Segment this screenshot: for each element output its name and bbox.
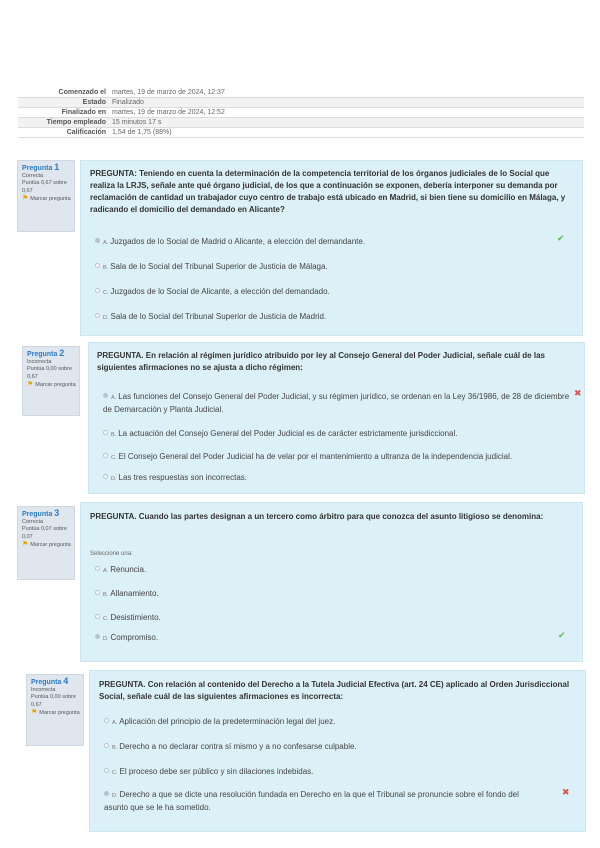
question-info-2: [22, 346, 80, 416]
answer-option[interactable]: A. Renuncia.: [95, 564, 146, 577]
question-state: Incorrecta: [31, 686, 56, 693]
answer-option[interactable]: B. Sala de lo Social del Tribunal Superior de Justicia de Málaga.: [95, 261, 328, 274]
radio-button[interactable]: [104, 743, 109, 748]
question-number: Pregunta 4: [31, 676, 69, 686]
flag-question-link[interactable]: ⚑ Marcar pregunta: [27, 381, 76, 388]
attempt-summary: [18, 88, 584, 138]
question-info-3: [17, 506, 75, 580]
summary-label: Estado: [18, 98, 109, 108]
radio-button[interactable]: [95, 313, 100, 318]
summary-label: Comenzado el: [58, 89, 106, 96]
incorrect-cross-icon: ✖: [562, 787, 570, 797]
radio-button[interactable]: [103, 393, 108, 398]
answer-option[interactable]: D. Las tres respuestas son incorrectas.: [103, 472, 247, 485]
answer-option[interactable]: B. Allanamiento.: [95, 588, 159, 601]
question-number: Pregunta 1: [22, 162, 60, 172]
radio-button[interactable]: [95, 566, 100, 571]
question-text: PREGUNTA. Cuando las partes designan a un tercero como árbitro para que conozca del asunto litigioso se denomina:: [90, 512, 544, 521]
radio-button[interactable]: [95, 238, 100, 243]
summary-row: [18, 88, 584, 98]
answer-option[interactable]: A. Las funciones del Consejo General del Poder Judicial, y su régimen jurídico, se ordenan en la Ley 36/1986, de 28 de diciembre de Demarcación y Planta Judicial.: [103, 392, 570, 414]
answer-option[interactable]: C. Juzgados de lo Social de Alicante, a elección del demandado.: [95, 286, 330, 299]
answer-option[interactable]: D. Compromiso.: [95, 632, 158, 645]
flag-icon: ⚑: [22, 195, 29, 202]
correct-check-icon: ✔: [557, 233, 565, 243]
summary-value: Finalizado: [109, 98, 584, 108]
radio-button[interactable]: [104, 768, 109, 773]
radio-button[interactable]: [104, 718, 109, 723]
summary-row: [18, 108, 584, 118]
radio-button[interactable]: [104, 791, 109, 796]
flag-question-link[interactable]: ⚑ Marcar pregunta: [22, 195, 71, 202]
summary-label: Calificación: [66, 129, 106, 136]
flag-icon: ⚑: [31, 709, 38, 716]
question-info-1: [17, 160, 75, 232]
summary-label: Finalizado en: [61, 109, 106, 116]
answer-option[interactable]: C. Desistimiento.: [95, 612, 161, 625]
question-state: Correcta: [22, 518, 44, 525]
radio-button[interactable]: [95, 590, 100, 595]
question-text: PREGUNTA. En relación al régimen jurídico atribuido por ley al Consejo General del Poder Judicial, señale cuál de las siguientes afirmaciones no se ajusta a dicho régimen:: [97, 351, 545, 372]
radio-button[interactable]: [103, 453, 108, 458]
summary-row: [18, 118, 584, 128]
flag-question-link[interactable]: ⚑ Marcar pregunta: [31, 709, 80, 716]
answer-option[interactable]: A. Aplicación del principio de la predeterminación legal del juez.: [104, 716, 335, 729]
select-one-prompt: Seleccione una:: [90, 551, 133, 557]
question-number: Pregunta 3: [22, 508, 60, 518]
radio-button[interactable]: [103, 430, 108, 435]
question-state: Correcta: [22, 172, 44, 179]
summary-row: [18, 128, 584, 138]
flag-icon: ⚑: [22, 541, 29, 548]
radio-button[interactable]: [103, 474, 108, 479]
question-score: Puntúa 0,07 sobre 0,07: [22, 526, 67, 540]
question-text: PREGUNTA. Con relación al contenido del Derecho a la Tutela Judicial Efectiva (art. 24 CE) aplicado al Orden Jurisdiccional Social, señale cuál de las siguientes afirmaciones es incorrecta:: [99, 680, 570, 701]
summary-value: martes, 19 de marzo de 2024, 12:37: [112, 89, 225, 96]
answer-option[interactable]: C. El proceso debe ser público y sin dilaciones indebidas.: [104, 766, 313, 779]
incorrect-cross-icon: ✖: [574, 388, 582, 398]
question-state: Incorrecta: [27, 358, 52, 365]
summary-value: martes, 19 de marzo de 2024, 12:52: [112, 109, 225, 116]
radio-button[interactable]: [95, 288, 100, 293]
answer-option[interactable]: D. Sala de lo Social del Tribunal Superior de Justicia de Madrid.: [95, 311, 326, 324]
answer-option[interactable]: D. Derecho a que se dicte una resolución fundada en Derecho en la que el Tribunal se pronuncie sobre el fondo del asunto que se le ha sometido.: [104, 790, 519, 812]
answer-option[interactable]: C. El Consejo General del Poder Judicial ha de velar por el mantenimiento a ultranza de la independencia judicial.: [103, 451, 512, 464]
radio-button[interactable]: [95, 614, 100, 619]
question-score: Puntúa 0,00 sobre 0,67: [31, 694, 76, 708]
question-number: Pregunta 2: [27, 348, 65, 358]
answer-option[interactable]: B. Derecho a no declarar contra sí mismo y a no confesarse culpable.: [104, 741, 357, 754]
question-info-4: [26, 674, 84, 746]
question-text: PREGUNTA: Teniendo en cuenta la determinación de la competencia territorial de los órganos judiciales de lo Social que realiza la LRJS, señale ante qué órgano judicial, de los que a continuación se exponen, debería interponer su demanda por reclamación de cantidad un trabajador cuyo centro de trabajo está ubicado en Madrid, si bien tiene su domicilio en Málaga, y radicando el domicilio del demandado en Alicante?: [90, 169, 566, 214]
summary-value: 15 minutos 17 s: [109, 118, 584, 128]
summary-value: 1,54 de 1,75 (88%): [112, 129, 172, 136]
radio-button[interactable]: [95, 634, 100, 639]
radio-button[interactable]: [95, 263, 100, 268]
summary-row: [18, 98, 584, 108]
flag-icon: ⚑: [27, 381, 34, 388]
answer-option[interactable]: B. La actuación del Consejo General del Poder Judicial es de carácter estrictamente jurisdiccional.: [103, 428, 458, 441]
answer-option[interactable]: A. Juzgados de lo Social de Madrid o Alicante, a elección del demandante.: [95, 236, 365, 249]
summary-label: Tiempo empleado: [18, 118, 109, 128]
question-score: Puntúa 0,00 sobre 0,67: [27, 366, 72, 380]
question-score: Puntúa 0,67 sobre 0,67: [22, 180, 67, 194]
flag-question-link[interactable]: ⚑ Marcar pregunta: [22, 541, 71, 548]
correct-check-icon: ✔: [558, 630, 566, 640]
